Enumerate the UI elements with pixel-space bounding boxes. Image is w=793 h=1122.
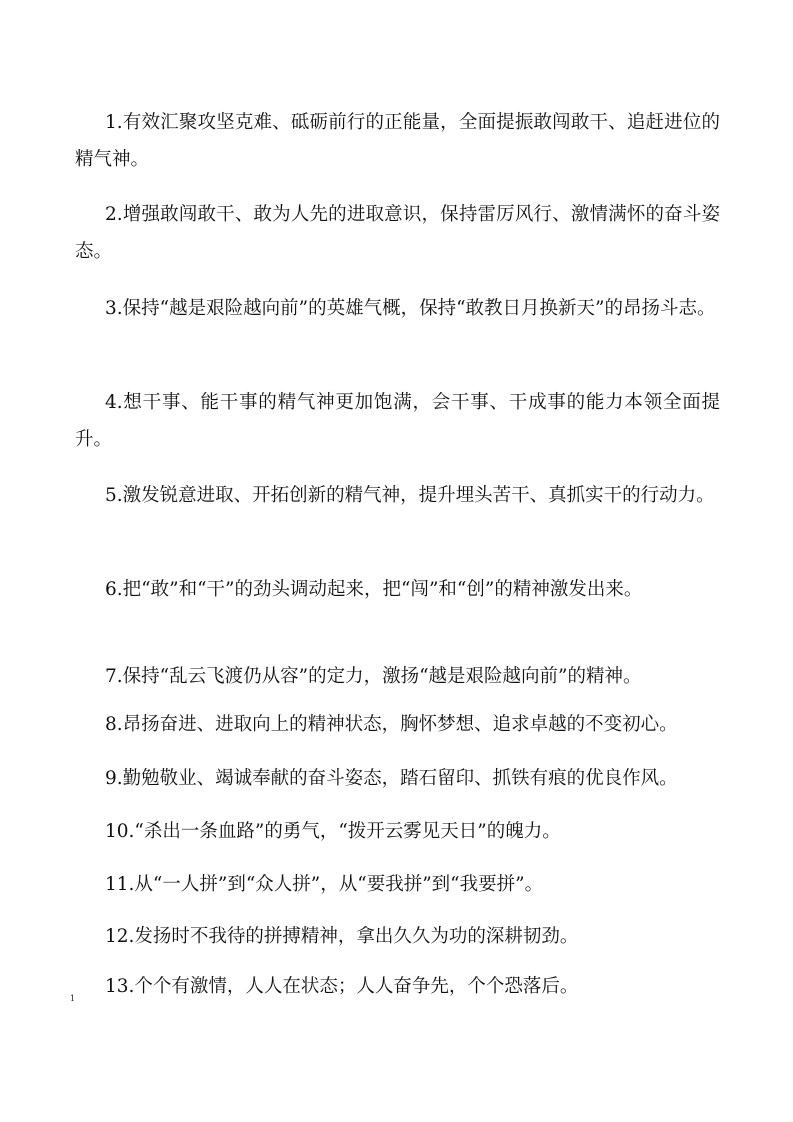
paragraph-10: 10.“杀出一条血路”的勇气，“拨开云雾见天日”的魄力。 (105, 821, 561, 842)
paragraph-13: 13.个个有激情，人人在状态；人人奋争先，个个恐落后。 (105, 976, 579, 997)
paragraph-9: 9.勤勉敬业、竭诚奉献的奋斗姿态，踏石留印、抓铁有痕的优良作风。 (105, 768, 678, 789)
paragraph-1: 1.有效汇聚攻坚克难、砥砺前行的正能量，全面提振敢闯敢干、追赶进位的精气神。 (75, 112, 720, 170)
paragraph-4: 4.想干事、能干事的精气神更加饱满，会干事、干成事的能力本领全面提升。 (75, 392, 720, 450)
page-number: 1 (70, 994, 76, 1003)
paragraph-6: 6.把“敢”和“干”的劲头调动起来，把“闯”和“创”的精神激发出来。 (105, 579, 643, 600)
paragraph-11: 11.从“一人拼”到“众人拼”，从“要我拼”到“我要拼”。 (105, 874, 544, 895)
paragraph-8: 8.昂扬奋进、进取向上的精神状态，胸怀梦想、追求卓越的不变初心。 (105, 714, 678, 735)
paragraph-12: 12.发扬时不我待的拼搏精神，拿出久久为功的深耕韧劲。 (105, 926, 579, 947)
paragraph-5: 5.激发锐意进取、开拓创新的精气神，提升埋头苦干、真抓实干的行动力。 (105, 485, 715, 506)
paragraph-2: 2.增强敢闯敢干、敢为人先的进取意识，保持雷厉风行、激情满怀的奋斗姿态。 (75, 204, 720, 262)
paragraph-7: 7.保持“乱云飞渡仍从容”的定力，激扬“越是艰险越向前”的精神。 (105, 666, 642, 687)
paragraph-3: 3.保持“越是艰险越向前”的英雄气概，保持“敢教日月换新天”的昂扬斗志。 (105, 298, 716, 319)
